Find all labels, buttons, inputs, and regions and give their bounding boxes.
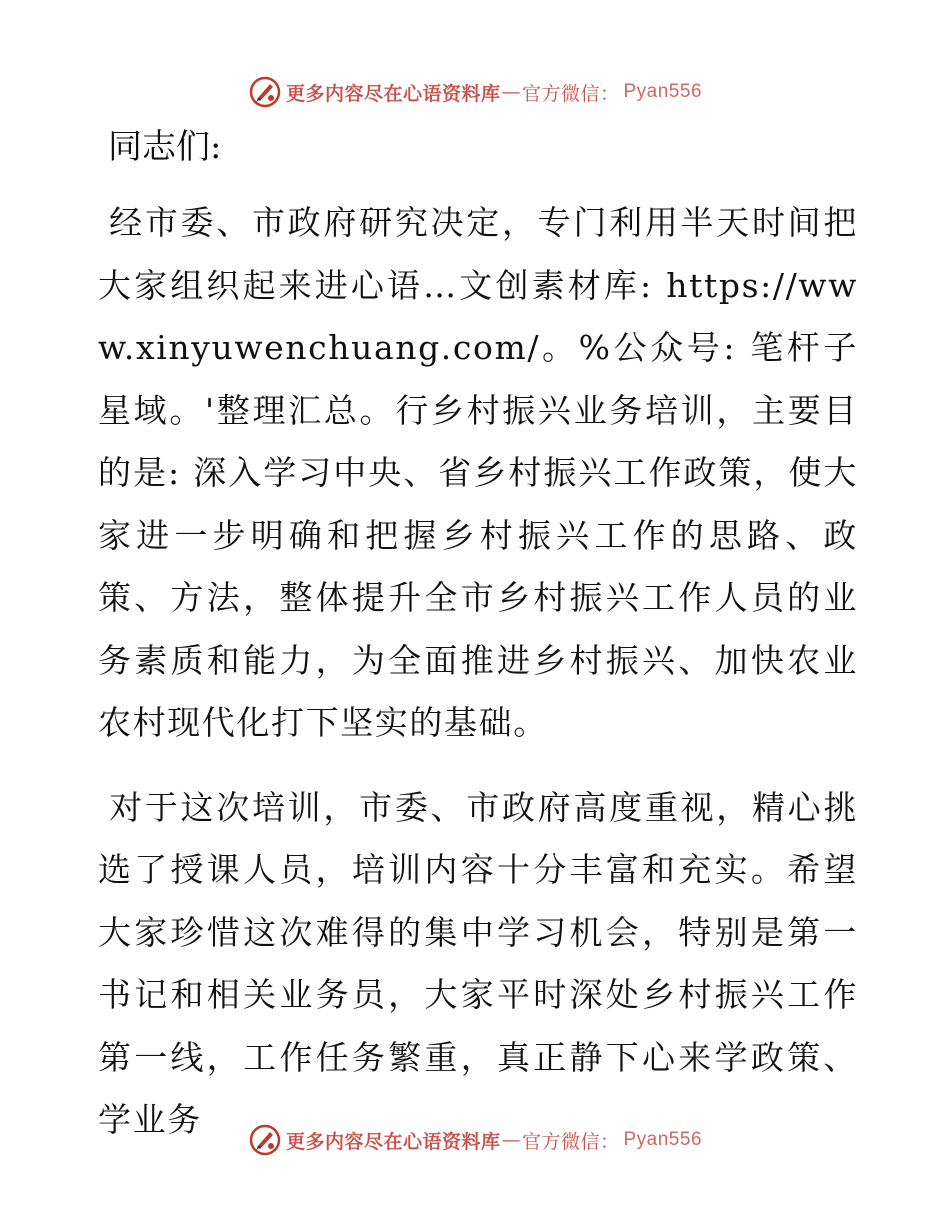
document-body: [98, 124, 858, 1152]
watermark-banner-footer: [248, 1123, 702, 1157]
paragraph-1-text: 经市委、市政府研究决定，专门利用半天时间把大家组织起来进心语…文创素材库: https://www.xinyuwenchuang.com/。%公众号: 笔杆子星域。'整理汇总。行乡村振兴业务培训，主要目的是: 深入学习中央、省乡村振兴工作政策，使大家进一步明确和把握乡村振兴工作的思路、政策、方法，整体提升全市乡村振兴工作人员的业务素质和能力，为全面推进乡村振兴、加快农业农村现代化打下坚实的基础。: [98, 203, 858, 742]
watermark-dash: —: [501, 1129, 521, 1151]
brand-logo-icon: [248, 75, 282, 109]
header-watermark: [0, 72, 950, 112]
watermark-prefix: 更多内容尽在心语资料库: [285, 1130, 501, 1153]
watermark-label: 官方微信：: [521, 1130, 620, 1153]
salutation: 同志们:: [108, 127, 222, 167]
footer-watermark: [0, 1120, 950, 1160]
paragraph-2: [98, 777, 858, 1152]
watermark-wechat-id: Pyan556: [623, 81, 703, 102]
paragraph-2-text: 对于这次培训，市委、市政府高度重视，精心挑选了授课人员，培训内容十分丰富和充实。希望大家珍惜这次难得的集中学习机会，特别是第一书记和相关业务员，大家平时深处乡村振兴工作第一线，工作任务繁重，真正静下心来学政策、学业务: [98, 787, 858, 1139]
brand-logo-icon: [248, 1123, 282, 1157]
watermark-dash: —: [501, 81, 521, 103]
watermark-prefix: 更多内容尽在心语资料库: [285, 82, 501, 105]
watermark-banner: [248, 75, 702, 109]
watermark-wechat-id: Pyan556: [623, 1129, 703, 1150]
paragraph-1: [98, 192, 858, 755]
watermark-label: 官方微信：: [521, 82, 620, 105]
